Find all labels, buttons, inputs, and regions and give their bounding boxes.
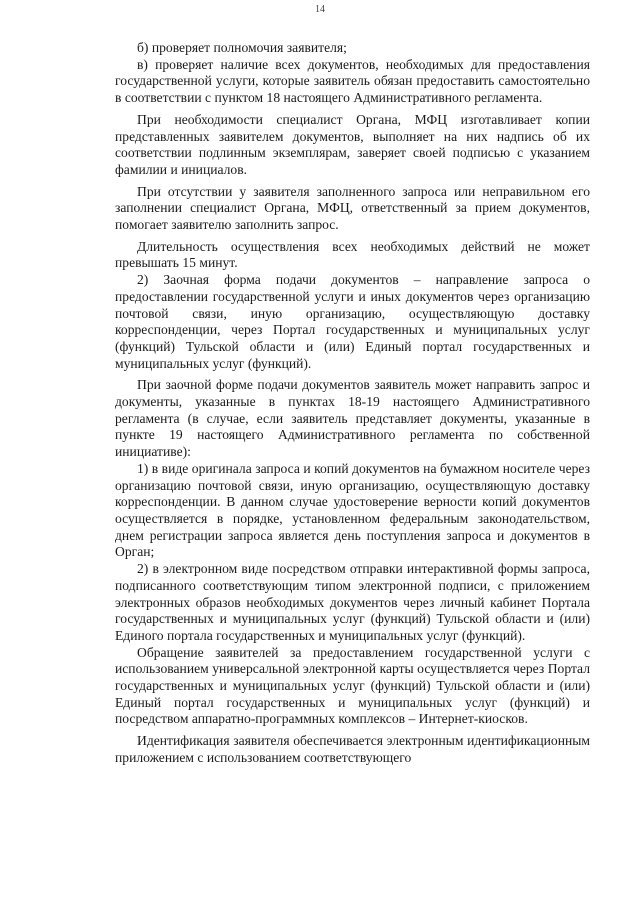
paragraph-distance-submission: При заочной форме подачи документов заявитель может направить запрос и документы, указанные в пунктах 18-19 настоящего Административного регламента (в случае, если заявитель представляет документы, указанные в пункте 19 настоящего Административного регламента по собственной инициативе): [115,377,590,460]
paragraph-identification: Идентификация заявителя обеспечивается электронным идентификационным приложением с использованием соответствующего [115,733,590,765]
paragraph-electronic-form: 2) в электронном виде посредством отправки интерактивной формы запроса, подписанного соответствующим типом электронной подписи, с приложением электронных образов необходимых документов через личный кабинет Портала государственных и муниципальных услуг (функций) Тульской области и (или) Единого портала государственных и муниципальных услуг (функций). [115,561,590,643]
paragraph-b-verify-authority: б) проверяет полномочия заявителя; [137,40,347,55]
paragraph-copies: При необходимости специалист Органа, МФЦ изготавливает копии представленных заявителем документов, выполняет на них надпись об их соответствии подлинным экземплярам, заверяет своей подписью с указанием фамилии и инициалов. [115,111,590,177]
paragraph-missing-request: При отсутствии у заявителя заполненного запроса или неправильном его заполнении специалист Органа, МФЦ, ответственный за прием документов, помогает заявителю заполнить запрос. [115,183,590,233]
paragraph-distance-form: 2) Заочная форма подачи документов – направление запроса о предоставлении государственной услуги и иных документов через организацию почтовой связи, иную организацию, осуществляющую доставку корреспонденции, через Портал государственных и муниципальных услуг (функций) Тульской области и (или) Единый портал государственных и муниципальных услуг (функций). [115,272,590,371]
paragraph-duration: Длительность осуществления всех необходимых действий не может превышать 15 минут. [115,238,590,271]
paragraph-universal-card: Обращение заявителей за предоставлением государственной услуги с использованием универсальной электронной карты осуществляется через Портал государственных и муниципальных услуг (функций) Тульской области и (или) Единый портал государственных и муниципальных услуг (функций) и посредством аппаратно-программных комплексов – Интернет-киосков. [115,644,590,727]
document-body [115,40,590,767]
paragraph-paper-original: 1) в виде оригинала запроса и копий документов на бумажном носителе через организацию почтовой связи, иную организацию, осуществляющую доставку корреспонденции. В данном случае удостоверение верности копий документов осуществляется в порядке, установленном федеральным законодательством, днем регистрации запроса является день поступления запроса и документов в Орган; [115,460,590,560]
paragraph-v-verify-documents: в) проверяет наличие всех документов, необходимых для предоставления государственной услуги, которые заявитель обязан предоставить самостоятельно в соответствии с пунктом 18 настоящего Административного регламента. [115,56,590,106]
page-number: 14 [315,4,325,15]
